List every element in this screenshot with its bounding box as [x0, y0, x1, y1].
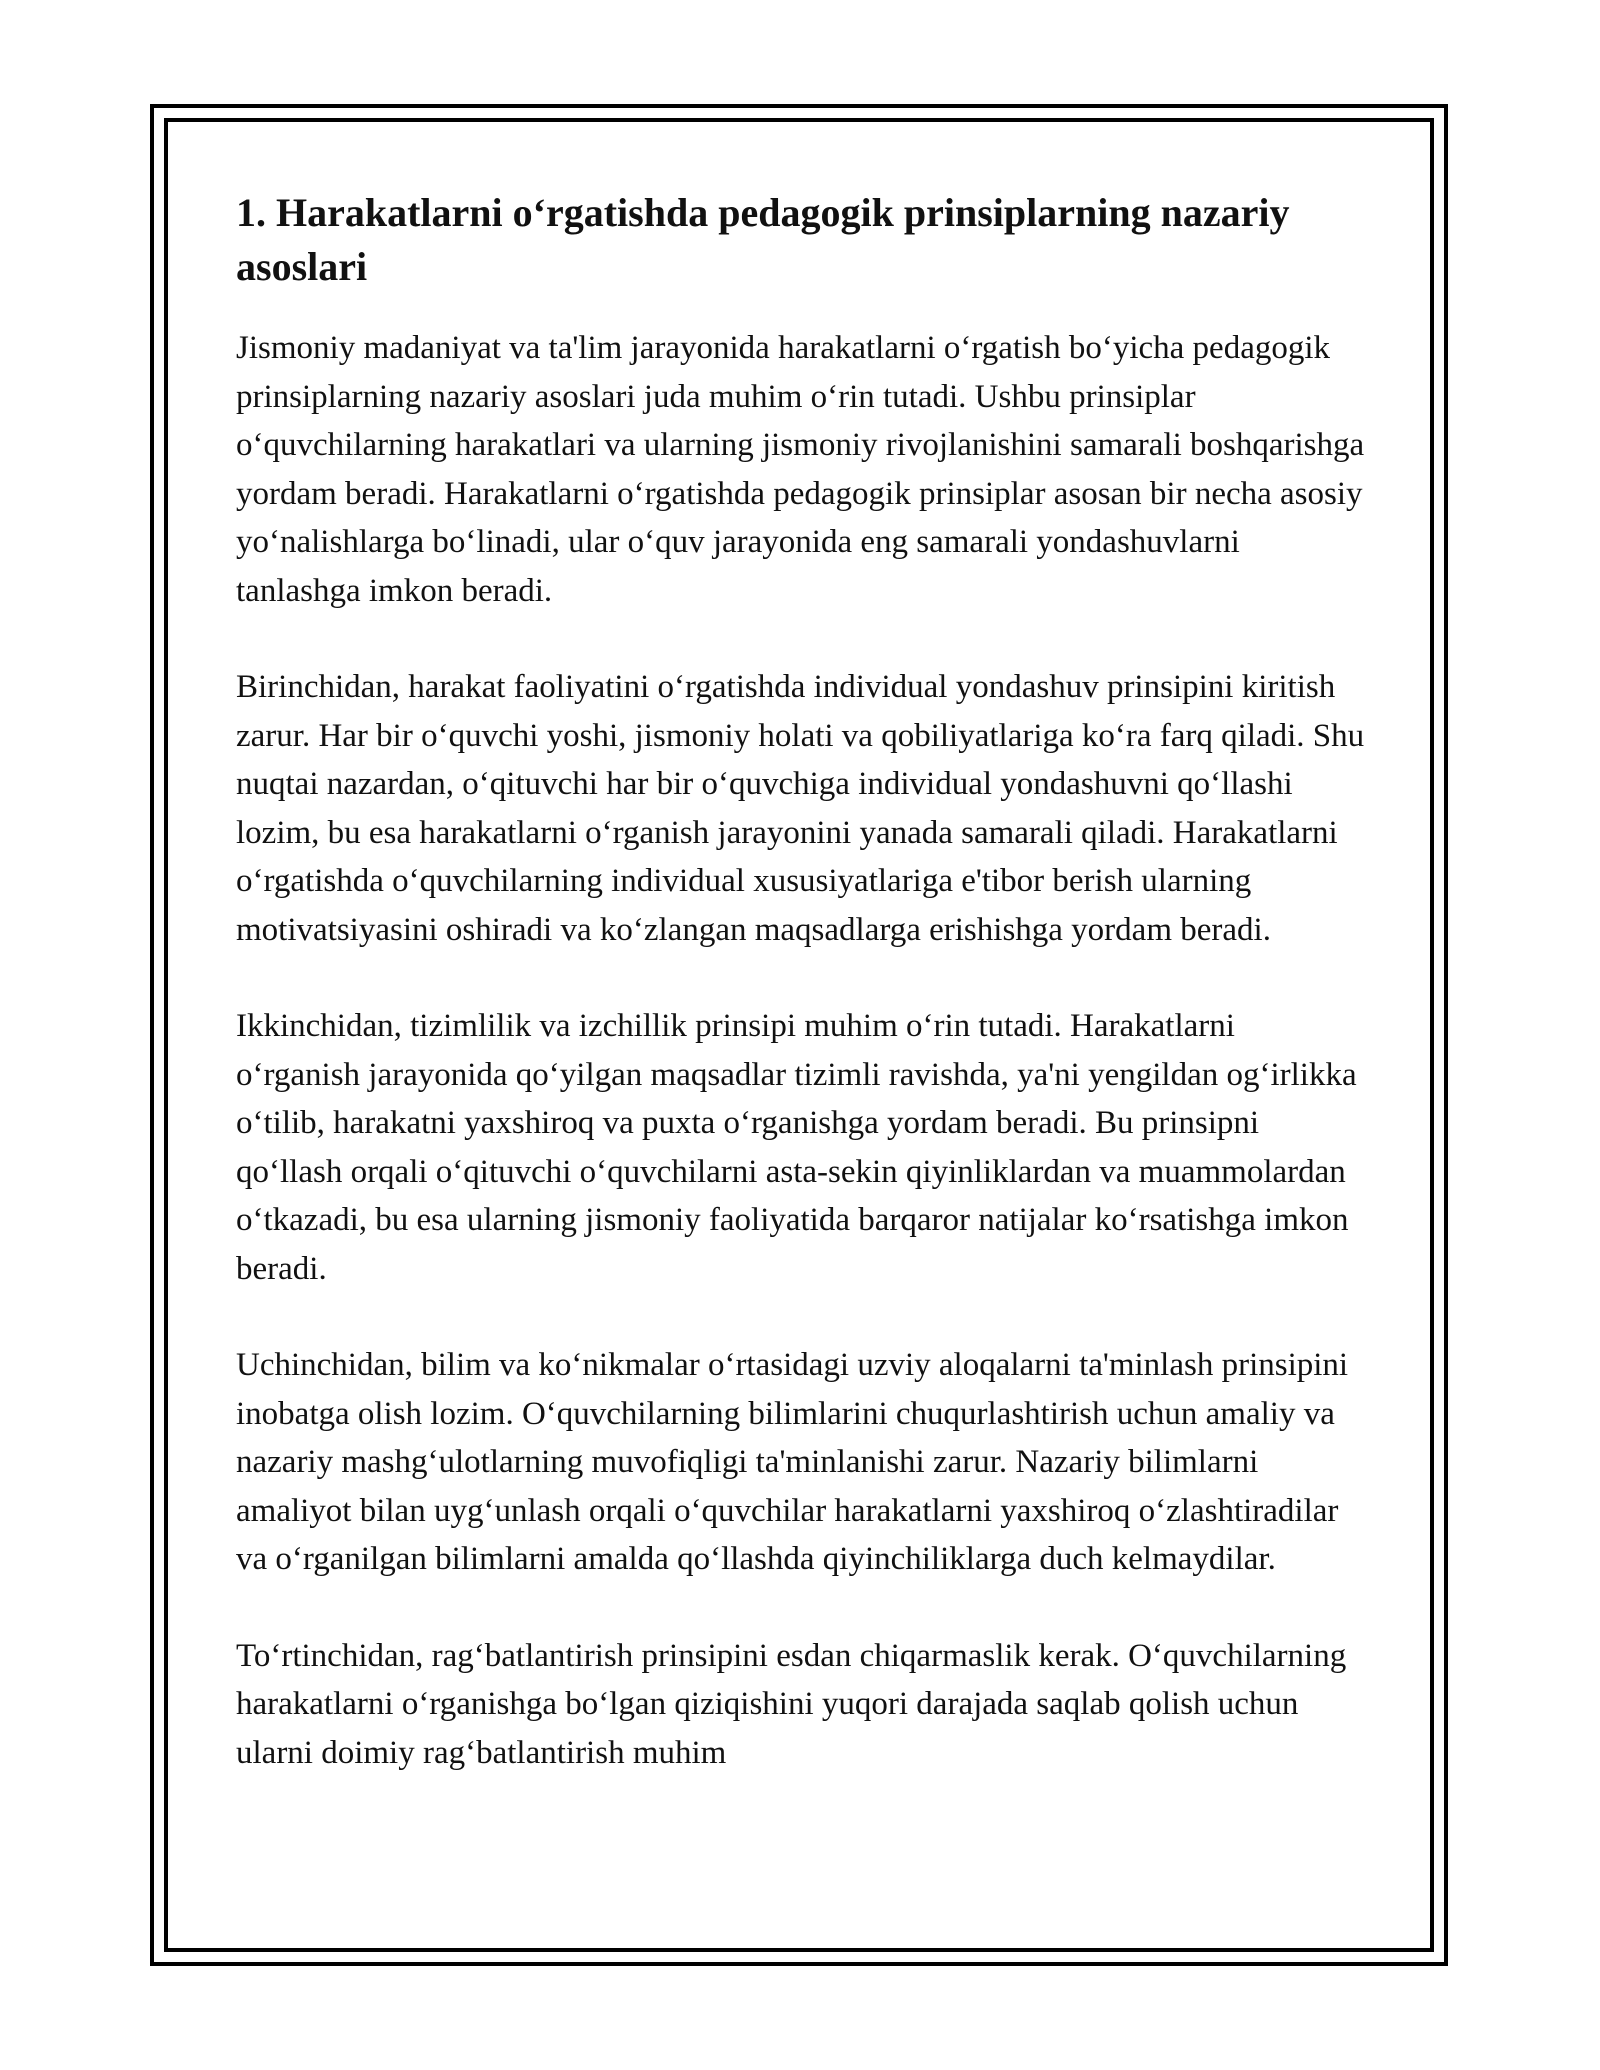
paragraph-second-principle: Ikkinchidan, tizimlilik va izchillik prinsipi muhim o‘rin tutadi. Harakatlarni o‘rganish jarayonida qo‘yilgan maqsadlar tizimli ravishda, ya'ni yengildan og‘irlikka o‘tilib, harakatni yaxshiroq va puxta o‘rganishga yordam beradi. Bu prinsipni qo‘llash orqali o‘qituvchi o‘quvchilarni asta-sekin qiyinliklardan va muammolardan o‘tkazadi, bu esa ularning jismoniy faoliyatida barqaror natijalar ko‘rsatishga imkon beradi. — [236, 1008, 1357, 1287]
paragraph-intro: Jismoniy madaniyat va ta'lim jarayonida harakatlarni o‘rgatish bo‘yicha pedagogik prinsiplarning nazariy asoslari juda muhim o‘rin tutadi. Ushbu prinsiplar o‘quvchilarning harakatlari va ularning jismoniy rivojlanishini samarali boshqarishga yordam beradi. Harakatlarni o‘rgatishda pedagogik prinsiplar asosan bir necha asosiy yo‘nalishlarga bo‘linadi, ular o‘quv jarayonida eng samarali yondashuvlarni tanlashga imkon beradi. — [236, 330, 1365, 609]
paragraph-third-principle: Uchinchidan, bilim va ko‘nikmalar o‘rtasidagi uzviy aloqalarni ta'minlash prinsipini inobatga olish lozim. O‘quvchilarning bilimlarini chuqurlashtirish uchun amaliy va nazariy mashg‘ulotlarning muvofiqligi ta'minlanishi zarur. Nazariy bilimlarni amaliyot bilan uyg‘unlash orqali o‘quvchilar harakatlarni yaxshiroq o‘zlashtiradilar va o‘rganilgan bilimlarni amalda qo‘llashda qiyinchiliklarga duch kelmaydilar. — [236, 1347, 1349, 1577]
paragraph-first-principle: Birinchidan, harakat faoliyatini o‘rgatishda individual yondashuv prinsipini kiritish zarur. Har bir o‘quvchi yoshi, jismoniy holati va qobiliyatlariga ko‘ra farq qiladi. Shu nuqtai nazardan, o‘qituvchi har bir o‘quvchiga individual yondashuvni qo‘llashi lozim, bu esa harakatlarni o‘rganish jarayonini yanada samarali qiladi. Harakatlarni o‘rgatishda o‘quvchilarning individual xususiyatlariga e'tibor berish ularning motivatsiyasini oshiradi va ko‘zlangan maqsadlarga erishishga yordam beradi. — [236, 669, 1365, 948]
section-heading: 1. Harakatlarni o‘rgatishda pedagogik prinsiplarning nazariy asoslari — [236, 190, 1290, 289]
paragraph-fourth-principle: To‘rtinchidan, rag‘batlantirish prinsipini esdan chiqarmaslik kerak. O‘quvchilarning harakatlarni o‘rganishga bo‘lgan qiziqishini yuqori darajada saqlab qolish uchun ularni doimiy rag‘batlantirish muhim — [236, 1637, 1347, 1771]
document-body — [236, 186, 1366, 1825]
